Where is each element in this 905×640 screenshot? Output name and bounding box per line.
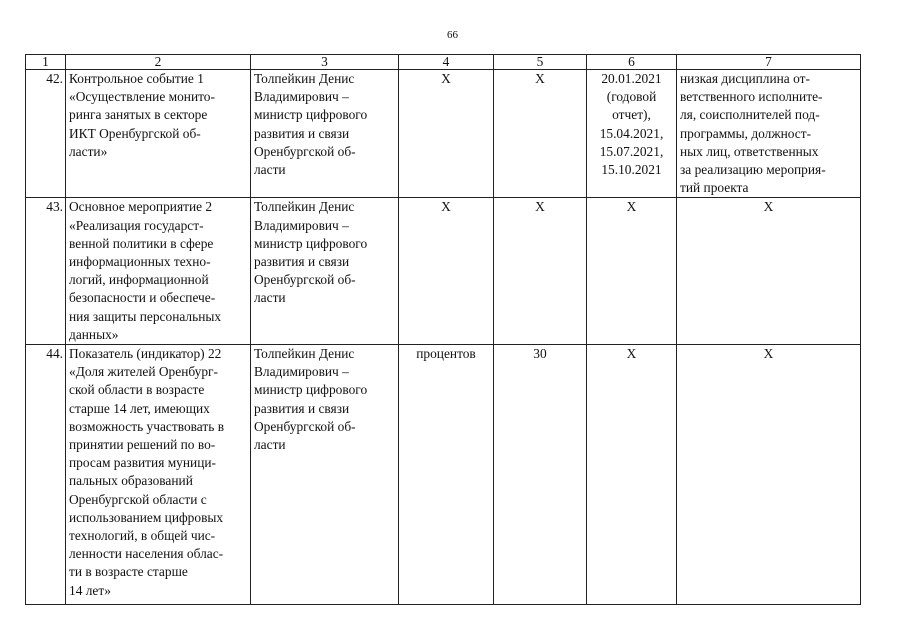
date-cell: 20.01.2021 (годовой отчет), 15.04.2021, 15.07.2021, 15.10.2021: [587, 70, 677, 198]
header-row: [26, 55, 861, 70]
unit-cell: Х: [399, 198, 494, 345]
risk-cell: Х: [677, 198, 861, 345]
risk-cell: Х: [677, 345, 861, 605]
plan-table: [25, 54, 861, 605]
page-number: 66: [447, 29, 458, 41]
date-cell: Х: [587, 345, 677, 605]
value-cell: Х: [494, 70, 587, 198]
column-header: 7: [677, 55, 861, 70]
column-header: 6: [587, 55, 677, 70]
risk-cell: низкая дисциплина от- ветственного исполните- ля, соисполнителей под- программы, должност- ных лиц, ответственных за реализацию мероприя- тий проекта: [677, 70, 861, 198]
responsible-person: Толпейкин Денис Владимирович – министр цифрового развития и связи Оренбургской об- ласти: [251, 70, 399, 198]
column-header: 2: [66, 55, 251, 70]
unit-cell: процентов: [399, 345, 494, 605]
table-row: [26, 345, 861, 605]
column-header: 3: [251, 55, 399, 70]
value-cell: Х: [494, 198, 587, 345]
unit-cell: Х: [399, 70, 494, 198]
column-header: 4: [399, 55, 494, 70]
responsible-person: Толпейкин Денис Владимирович – министр цифрового развития и связи Оренбургской об- ласти: [251, 345, 399, 605]
table-row: [26, 198, 861, 345]
row-number: 42.: [26, 70, 66, 198]
value-cell: 30: [494, 345, 587, 605]
event-name: Основное мероприятие 2 «Реализация государст- венной политики в сфере информационных техно- логий, информационной безопасности и обеспече- ния защиты персональных данных»: [66, 198, 251, 345]
responsible-person: Толпейкин Денис Владимирович – министр цифрового развития и связи Оренбургской об- ласти: [251, 198, 399, 345]
table-row: [26, 70, 861, 198]
column-header: 1: [26, 55, 66, 70]
row-number: 43.: [26, 198, 66, 345]
event-name: Контрольное событие 1 «Осуществление монито- ринга занятых в секторе ИКТ Оренбургской об- ласти»: [66, 70, 251, 198]
event-name: Показатель (индикатор) 22 «Доля жителей Оренбург- ской области в возрасте старше 14 лет, имеющих возможность участвовать в принятии решений по во- просам развития муници- пальных образований Оренбургской области с использованием цифровых технологий, в общей чис- ленности населения облас- ти в возрасте старше 14 лет»: [66, 345, 251, 605]
row-number: 44.: [26, 345, 66, 605]
column-header: 5: [494, 55, 587, 70]
date-cell: Х: [587, 198, 677, 345]
